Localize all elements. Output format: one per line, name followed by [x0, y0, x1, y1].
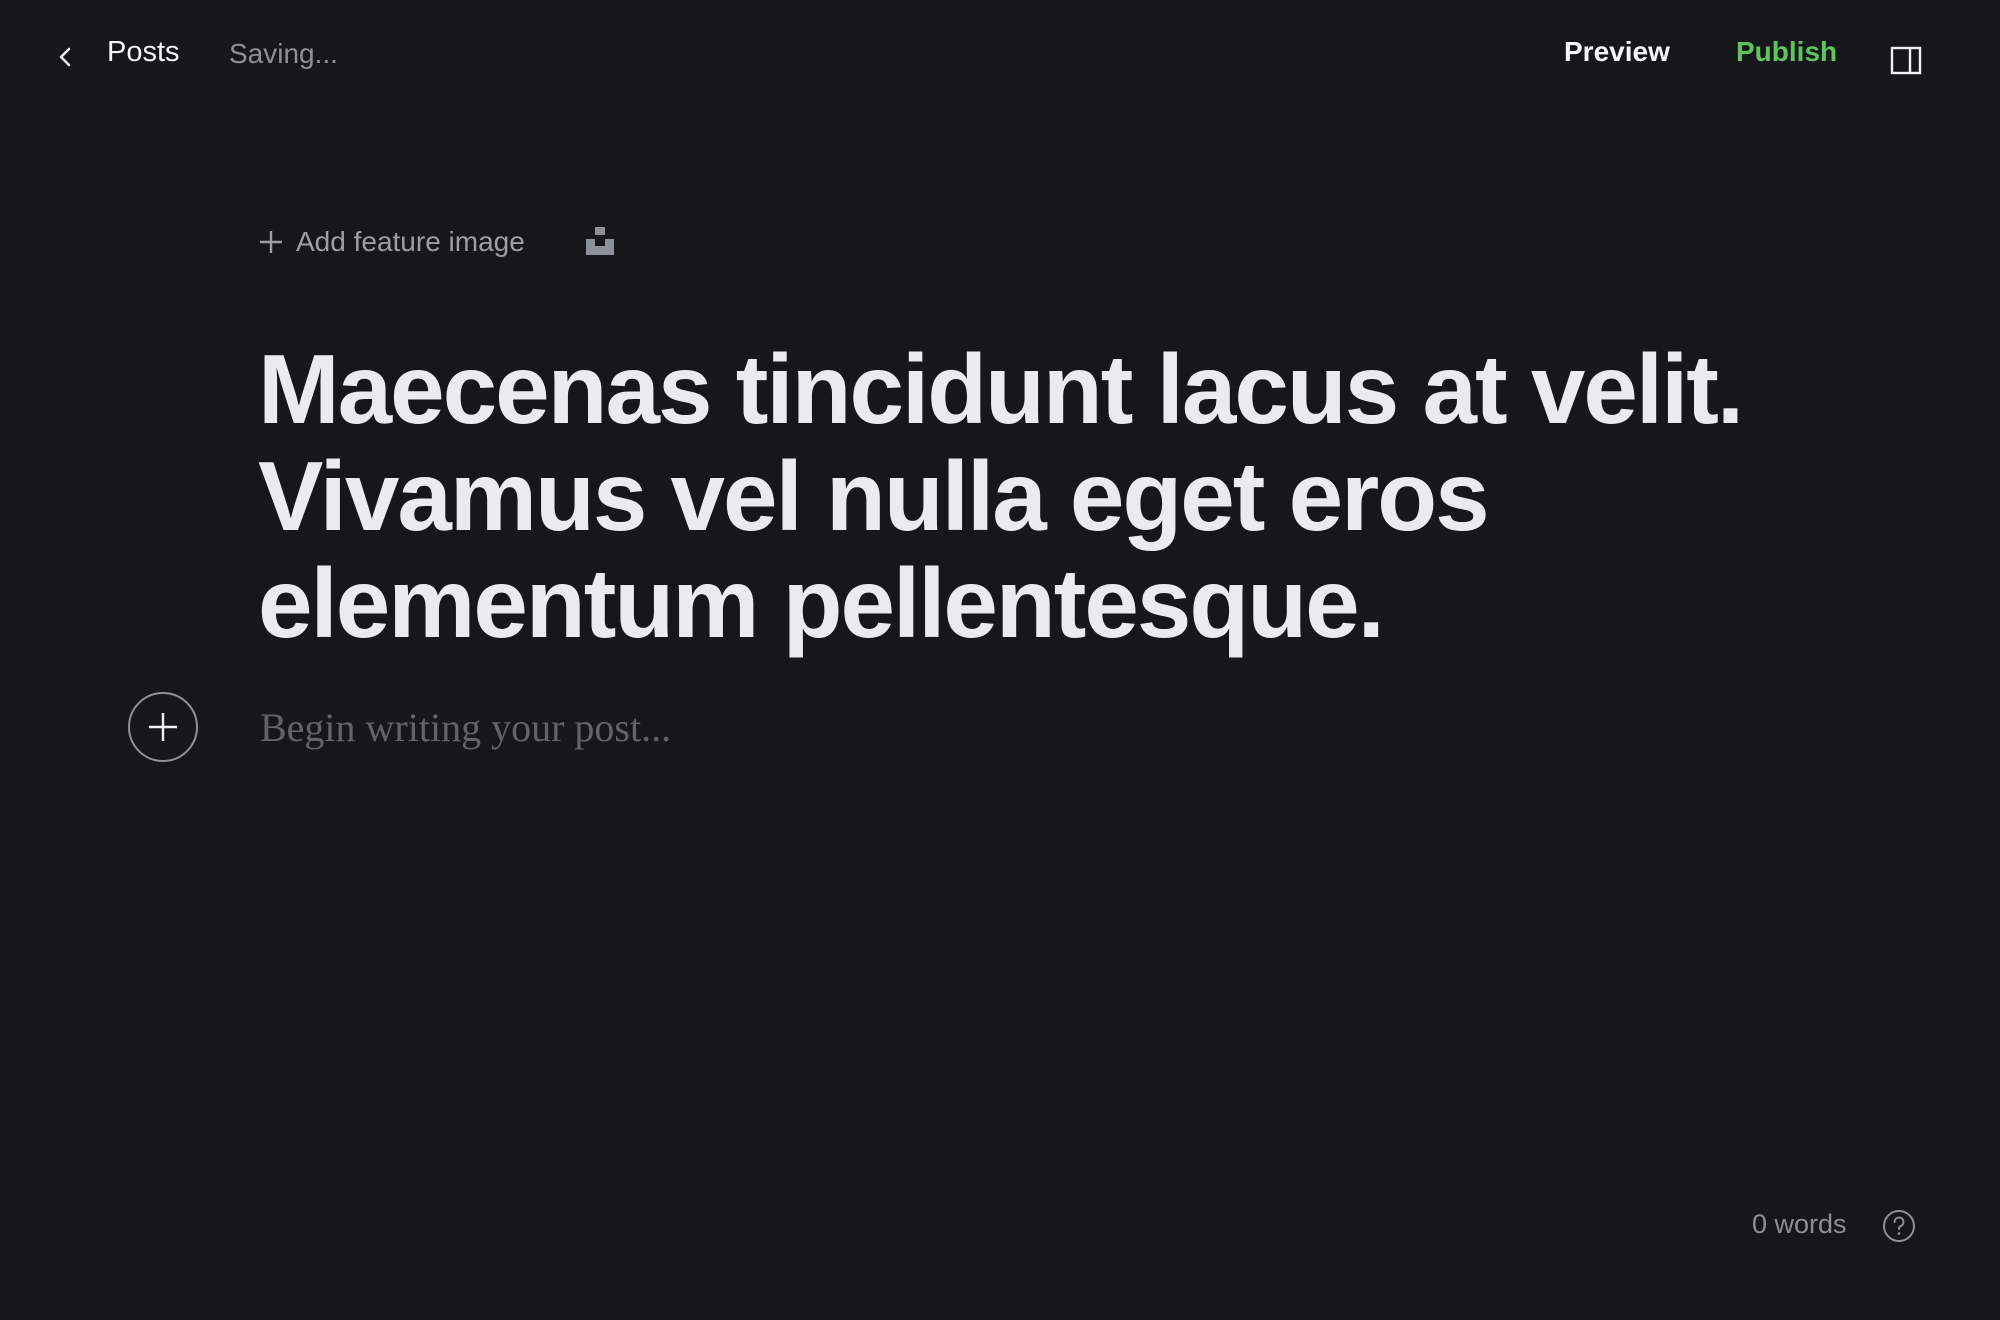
save-status: Saving... [229, 38, 338, 69]
plus-circle-icon [146, 710, 180, 744]
unsplash-icon [586, 227, 614, 255]
chevron-left-icon [58, 46, 72, 68]
word-count: 0 words [1752, 1209, 1847, 1239]
back-button[interactable] [52, 42, 78, 72]
unsplash-button[interactable] [586, 227, 614, 255]
plus-icon [258, 229, 284, 255]
sidebar-panel-icon [1890, 44, 1922, 76]
posts-link[interactable]: Posts [107, 36, 180, 68]
add-feature-image-label: Add feature image [296, 226, 525, 257]
feature-image-row [258, 222, 525, 262]
editor-header [0, 0, 2000, 112]
add-feature-image-button[interactable] [258, 226, 525, 258]
sidebar-toggle-button[interactable] [1890, 44, 1922, 76]
preview-button[interactable]: Preview [1564, 36, 1670, 67]
add-card-button[interactable] [128, 692, 198, 762]
post-body-editor[interactable]: Begin writing your post... [260, 705, 672, 750]
question-circle-icon [1882, 1209, 1916, 1243]
post-title[interactable]: Maecenas tincidunt lacus at velit. Vivamus vel nulla eget eros elementum pellentesque. [258, 334, 1743, 658]
publish-button[interactable]: Publish [1736, 36, 1838, 67]
help-button[interactable] [1882, 1209, 1916, 1243]
